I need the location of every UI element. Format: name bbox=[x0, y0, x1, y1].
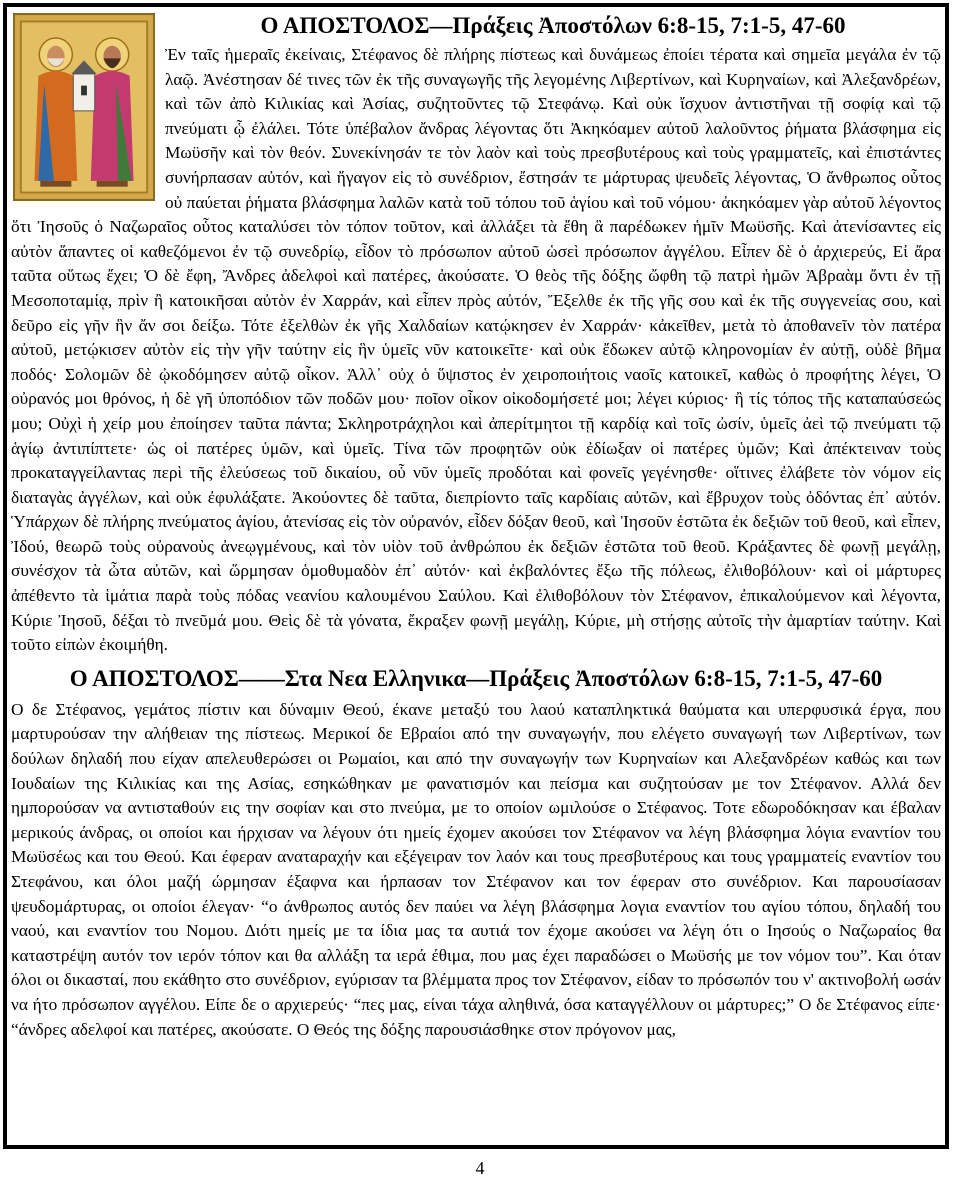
section2-body: Ο δε Στέφανος, γεμάτος πίστιν και δύναμιν Θεού, έκανε μεταξύ του λαού καταπληκτικά θαύματα και υπερφυσικά έργα, που μαρτυρούσαν την αλήθειαν της πίστεως. Μερικοί δε Εβραίοι από την συναγωγήν, που ελέγετο συναγωγή των Λιβερτίνων, των δούλων δηλαδή που είχαν απελευθερώσει οι Ρωμαίοι, και από την συναγωγήν των Κυρηναίων και Αλεξανδρέων καθώς και των Ιουδαίων της Κιλικίας και της Ασίας, εσηκώθηκαν με φανατισμόν και πείσμα και συζητούσαν με τον Στέφανον. Αλλά δεν ημπορούσαν να αντισταθούν εις την σοφίαν και στο πνεύμα, με το οποίον ωμιλούσε ο Στέφανος. Τοτε εδωροδόκησαν και έβαλαν μερικούς άνδρας, οι οποίοι και ήρχισαν να λέγουν ότι ημείς έχομεν ακούσει τον Στέφανον να λέγη βλάσφημα λόγια εναντίον του Μωϋσέως και του Θεού. Και έφεραν αναταραχήν και εξέγειραν τον λαόν και τους πρεσβυτέρους και τους γραμματείς εναντίον του Στεφάνου, και όλοι μαζή ώρμησαν έξαφνα και ήρπασαν τον Στέφανον και τον έφεραν στο συνέδριον. Και παρουσίασαν ψευδομάρτυρας, οι οποίοι έλεγαν· “ο άνθρωπος αυτός δεν παύει να λέγη βλάσφημα λογια εναντίον του αγίου τόπου, δηλαδή του ναού, και εναντίον του Νομου. Διότι ημείς με τα ίδια μας τα αυτιά τον έχομε ακούσει να λέγη ότι ο Ιησούς ο Ναζωραίος θα καταστρέψη αυτόν τον ιερόν τόπον και θα αλλάξη τα ιερά έθιμα, που μας έχει παραδώσει ο Μωϋσής με τον νόμον του”. Και όταν όλοι οι δικασταί, που εκάθητο στο συνέδριον, εγύρισαν τα βλέμματα προς τον Στέφανον, είδαν το πρόσωπόν του ν' ακτινοβολή ωσάν να ήτο πρόσωπον αγγέλου. Είπε δε ο αρχιερεύς· “πες μας, είναι τάχα αληθινά, όσα καταγγέλλουν οι μάρτυρες;” Ο δε Στέφανος είπε· “άνδρες αδελφοί και πατέρες, ακούσατε. Ο Θεός της δόξης παρουσιάσθηκε στον πρόγονον μας, bbox=[11, 699, 941, 1039]
page-content bbox=[11, 11, 941, 1141]
section1-title: Ο ΑΠΟΣΤΟΛΟΣ—Πράξεις Ἀποστόλων 6:8-15, 7:1-5, 47-60 bbox=[260, 13, 846, 38]
section2-title: Ο ΑΠΟΣΤΟΛΟΣ——Στα Νεα Ελληνικα—Πράξεις Ἀποστόλων 6:8-15, 7:1-5, 47-60 bbox=[69, 665, 883, 691]
icon-saints-peter-paul-image bbox=[13, 13, 155, 201]
icon-painting bbox=[15, 15, 153, 199]
section1-body: Ἐν ταῖς ἡμεραῖς ἐκείναις, Στέφανος δὲ πλήρης πίστεως καὶ δυνάμεως ἐποίει τέρατα καὶ σημεῖα μεγάλα ἐν τῷ λαῷ. Ἀνέστησαν δέ τινες τῶν ἐκ τῆς συναγωγῆς τῆς λεγομένης Λιβερτίνων, καὶ Κυρηναίων, καὶ Ἀλεξανδρέων, καὶ τῶν ἀπὸ Κιλικίας καὶ Ἀσίας, συζητοῦντες τῷ Στεφάνῳ. Καὶ οὐκ ἴσχυον ἀντιστῆναι τῇ σοφίᾳ καὶ τῷ πνεύματι ᾧ ἐλάλει. Τότε ὑπέβαλον ἄνδρας λέγοντας ὅτι Ἀκηκόαμεν αὐτοῦ λαλοῦντος ῥήματα βλάσφημα εἰς Μωϋσῆν καὶ τὸν θεόν. Συνεκίνησάν τε τὸν λαὸν καὶ τοὺς πρεσβυτέρους καὶ τοὺς γραμματεῖς, καὶ ἐπιστάντες συνήρπασαν αὐτόν, καὶ ἤγαγον εἰς τὸ συνέδριον, ἔστησάν τε μάρτυρας ψευδεῖς λέγοντας, Ὁ ἄνθρωπος οὗτος οὐ παύεται ῥήματα βλάσφημα λαλῶν κατὰ τοῦ τόπου τοῦ ἁγίου καὶ τοῦ νόμου· ἀκηκόαμεν γὰρ αὐτοῦ λέγοντος ὅτι Ἰησοῦς ὁ Ναζωραῖος οὗτος καταλύσει τὸν τόπον τοῦτον, καὶ ἀλλάξει τὰ ἔθη ἃ παρέδωκεν ἡμῖν Μωϋσῆς. Καὶ ἀτενίσαντες εἰς αὐτὸν ἅπαντες οἱ καθεζόμενοι ἐν τῷ συνεδρίῳ, εἶδον τὸ πρόσωπον αὐτοῦ ὡσεὶ πρόσωπον ἀγγέλου. Εἶπεν δὲ ὁ ἀρχιερεύς, Εἰ ἄρα ταῦτα οὕτως ἔχει; Ὁ δὲ ἔφη, Ἄνδρες ἀδελφοὶ καὶ πατέρες, ἀκούσατε. Ὁ θεὸς τῆς δόξης ὤφθη τῷ πατρὶ ἡμῶν Ἀβραὰμ ὄντι ἐν τῇ Μεσοποταμίᾳ, πρὶν ἢ κατοικῆσαι αὐτὸν ἐν Χαρράν, καὶ εἶπεν πρὸς αὐτόν, Ἔξελθε ἐκ τῆς γῆς σου καὶ ἐκ τῆς συγγενείας σου, καὶ δεῦρο εἰς γῆν ἣν ἄν σοι δείξω. Τότε ἐξελθὼν ἐκ γῆς Χαλδαίων κατῴκησεν ἐν Χαρράν· κἀκεῖθεν, μετὰ τὸ ἀποθανεῖν τὸν πατέρα αὐτοῦ, μετῴκισεν αὐτὸν εἰς τὴν γῆν ταύτην εἰς ἣν ὑμεῖς νῦν κατοικεῖτε· καὶ οὐκ ἔδωκεν αὐτῷ κληρονομίαν ἐν αὐτῇ, οὐδὲ βῆμα ποδός· Σολομῶν δὲ ᾠκοδόμησεν αὐτῷ οἶκον. Ἀλλ᾽ οὐχ ὁ ὕψιστος ἐν χειροποιήτοις ναοῖς κατοικεῖ, καθὼς ὁ προφήτης λέγει, Ὁ οὐρανός μοι θρόνος, ἡ δὲ γῆ ὑποπόδιον τῶν ποδῶν μου· ποῖον οἶκον οἰκοδομήσετέ μοι; λέγει κύριος· ἢ τίς τόπος τῆς καταπαύσεώς μου; Οὐχὶ ἡ χείρ μου ἐποίησεν ταῦτα πάντα; Σκληροτράχηλοι καὶ ἀπερίτμητοι τῇ καρδίᾳ καὶ τοῖς ὠσίν, ὑμεῖς ἀεὶ τῷ πνεύματι τῷ ἁγίῳ ἀντιπίπτετε· ὡς οἱ πατέρες ὑμῶν, καὶ ὑμεῖς. Τίνα τῶν προφητῶν οὐκ ἐδίωξαν οἱ πατέρες ὑμῶν; Καὶ ἀπέκτειναν τοὺς προκαταγγείλαντας περὶ τῆς ἐλεύσεως τοῦ δικαίου, οὗ νῦν ὑμεῖς προδόται καὶ φονεῖς γεγένησθε· οἵτινες ἐλάβετε τὸν νόμον εἰς διαταγὰς ἀγγέλων, καὶ οὐκ ἐφυλάξατε. Ἀκούοντες δὲ ταῦτα, διεπρίοντο ταῖς καρδίαις αὐτῶν, καὶ ἔβρυχον τοὺς ὀδόντας ἐπ᾽ αὐτόν. Ὑπάρχων δὲ πλήρης πνεύματος ἁγίου, ἀτενίσας εἰς τὸν οὐρανόν, εἶδεν δόξαν θεοῦ, καὶ Ἰησοῦν ἑστῶτα ἐκ δεξιῶν τοῦ θεοῦ, καὶ εἶπεν, Ἰδού, θεωρῶ τοὺς οὐρανοὺς ἀνεῳγμένους, καὶ τὸν υἱὸν τοῦ ἀνθρώπου ἐκ δεξιῶν ἑστῶτα τοῦ θεοῦ. Κράξαντες δὲ φωνῇ μεγάλῃ, συνέσχον τὰ ὦτα αὐτῶν, καὶ ὥρμησαν ὁμοθυμαδὸν ἐπ᾽ αὐτόν· καὶ ἐκβαλόντες ἔξω τῆς πόλεως, ἐλιθοβόλουν· καὶ οἱ μάρτυρες ἀπέθεντο τὰ ἱμάτια παρὰ τοὺς πόδας νεανίου καλουμένου Σαύλου. Καὶ ἐλιθοβόλουν τὸν Στέφανον, ἐπικαλούμενον καὶ λέγοντα, Κύριε Ἰησοῦ, δέξαι τὸ πνεῦμά μου. Θεὶς δὲ τὰ γόνατα, ἔκραξεν φωνῇ μεγάλῃ, Κύριε, μὴ στήσῃς αὐτοῖς τὴν ἁμαρτίαν ταύτην. Καὶ τοῦτο εἰπὼν ἐκοιμήθη. bbox=[11, 45, 941, 655]
page-number: 4 bbox=[475, 1158, 485, 1178]
page-frame bbox=[3, 3, 949, 1149]
